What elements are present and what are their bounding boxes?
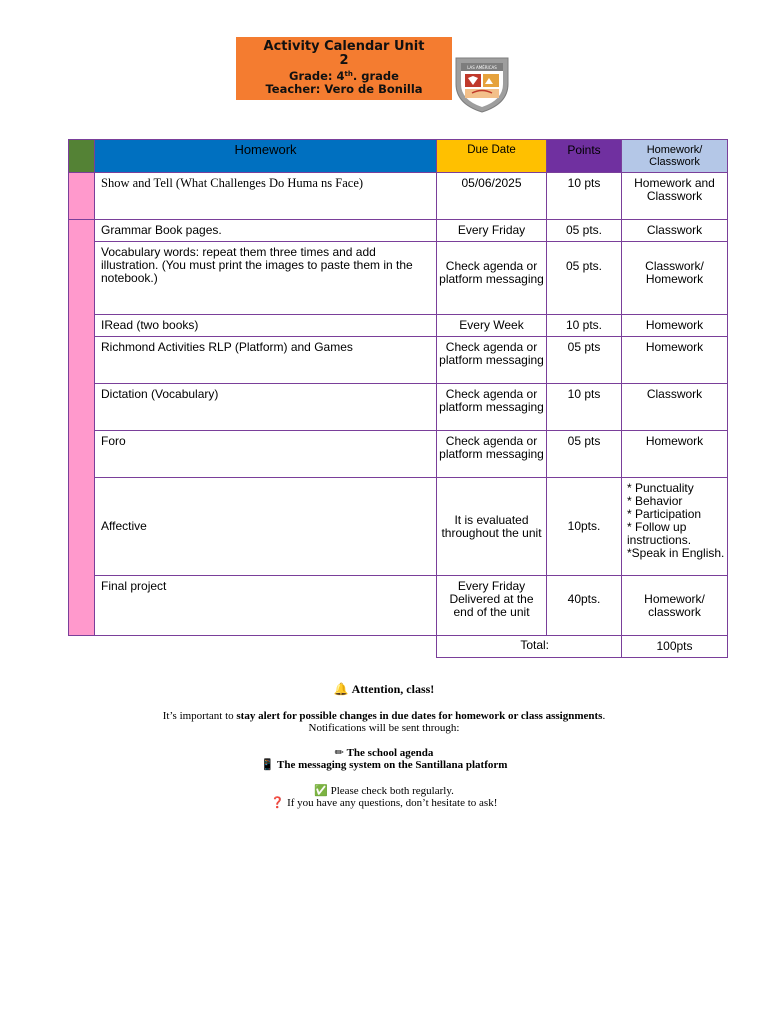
points-cell: 10 pts: [547, 173, 622, 220]
type-line: *Speak in English.: [627, 546, 725, 560]
notice-item-platform: 📱 The messaging system on the Santillana platform: [260, 759, 508, 771]
title-line-1: Activity Calendar Unit: [263, 39, 425, 54]
activity-cell: Dictation (Vocabulary): [95, 384, 437, 431]
due-cell: Every Friday Delivered at the end of the unit: [437, 576, 547, 636]
points-cell: 10 pts.: [547, 315, 622, 337]
type-line: * Punctuality: [627, 481, 694, 495]
bell-icon: 🔔: [333, 682, 352, 696]
points-cell: 10pts.: [547, 478, 622, 576]
table-row: [69, 431, 728, 478]
title-banner: [236, 37, 452, 100]
due-cell: Every Week: [437, 315, 547, 337]
due-cell: Check agenda or platform messaging: [437, 431, 547, 478]
due-cell: Check agenda or platform messaging: [437, 242, 547, 315]
activity-cell: Affective: [95, 478, 437, 576]
type-line: * Follow up instructions.: [627, 520, 692, 547]
points-cell: 05 pts.: [547, 220, 622, 242]
table-row: [69, 173, 728, 220]
row-group-swatch: [69, 220, 95, 636]
title-line-2: 2: [339, 53, 349, 68]
table-row: [69, 384, 728, 431]
table-row: [69, 220, 728, 242]
type-cell-list: [622, 478, 728, 576]
points-cell: 40pts.: [547, 576, 622, 636]
school-crest-logo: [452, 54, 512, 114]
pencil-icon: ✏: [334, 747, 347, 759]
type-cell: Classwork/ Homework: [622, 242, 728, 315]
due-cell: Check agenda or platform messaging: [437, 337, 547, 384]
activity-cell: Final project: [95, 576, 437, 636]
type-cell: Classwork: [622, 384, 728, 431]
activity-cell: Grammar Book pages.: [95, 220, 437, 242]
points-cell: 05 pts: [547, 337, 622, 384]
activity-cell: Richmond Activities RLP (Platform) and Games: [95, 337, 437, 384]
logo-lettering: LAS AMÉRICAS: [467, 65, 497, 70]
type-cell: Homework: [622, 315, 728, 337]
corner-swatch: [69, 140, 95, 173]
type-cell: Classwork: [622, 220, 728, 242]
total-label: Total:: [437, 636, 622, 658]
header-homework: Homework: [95, 140, 437, 173]
type-line: * Behavior: [627, 494, 683, 508]
points-cell: 05 pts: [547, 431, 622, 478]
type-cell: Homework: [622, 337, 728, 384]
row-swatch: [69, 173, 95, 220]
points-cell: 10 pts: [547, 384, 622, 431]
due-cell: Check agenda or platform messaging: [437, 384, 547, 431]
notice-footer-1: ✅ Please check both regularly.: [314, 785, 454, 797]
notice-footer-2: ❓ If you have any questions, don’t hesitate to ask!: [270, 797, 498, 809]
table-row: [69, 315, 728, 337]
teacher-line: Teacher: Vero de Bonilla: [265, 82, 423, 96]
due-cell: 05/06/2025: [437, 173, 547, 220]
question-icon: ❓: [270, 797, 288, 809]
activity-calendar-table: [68, 139, 728, 658]
table-row: [69, 576, 728, 636]
notice-heading: 🔔 Attention, class!: [333, 682, 435, 696]
total-value: 100pts: [622, 636, 728, 658]
table-row: [69, 478, 728, 576]
header-due-date: Due Date: [437, 140, 547, 173]
phone-icon: 📱: [260, 759, 278, 771]
table-row: [69, 337, 728, 384]
type-line: * Participation: [627, 507, 702, 521]
activity-cell: Foro: [95, 431, 437, 478]
table-row: [69, 242, 728, 315]
notice-line-1: It’s important to stay alert for possible changes in due dates for homework or class assignments.: [162, 710, 606, 722]
notice-item-agenda: ✏ The school agenda: [334, 747, 434, 759]
header-points: Points: [547, 140, 622, 173]
grade-line: Grade: 4th. grade: [289, 69, 399, 83]
activity-cell: Show and Tell (What Challenges Do Huma ns Face): [95, 173, 437, 220]
due-cell: Every Friday: [437, 220, 547, 242]
header-type: Homework/ Classwork: [622, 140, 728, 173]
total-row: [69, 636, 728, 658]
activity-cell: Vocabulary words: repeat them three times and add illustration. (You must print the images to paste them in the notebook.): [95, 242, 437, 315]
due-cell: It is evaluated throughout the unit: [437, 478, 547, 576]
check-icon: ✅: [314, 785, 331, 797]
type-cell: Homework/ classwork: [622, 576, 728, 636]
type-cell: Homework: [622, 431, 728, 478]
type-cell: Homework and Classwork: [622, 173, 728, 220]
activity-cell: IRead (two books): [95, 315, 437, 337]
points-cell: 05 pts.: [547, 242, 622, 315]
notice-line-2: Notifications will be sent through:: [308, 722, 460, 734]
